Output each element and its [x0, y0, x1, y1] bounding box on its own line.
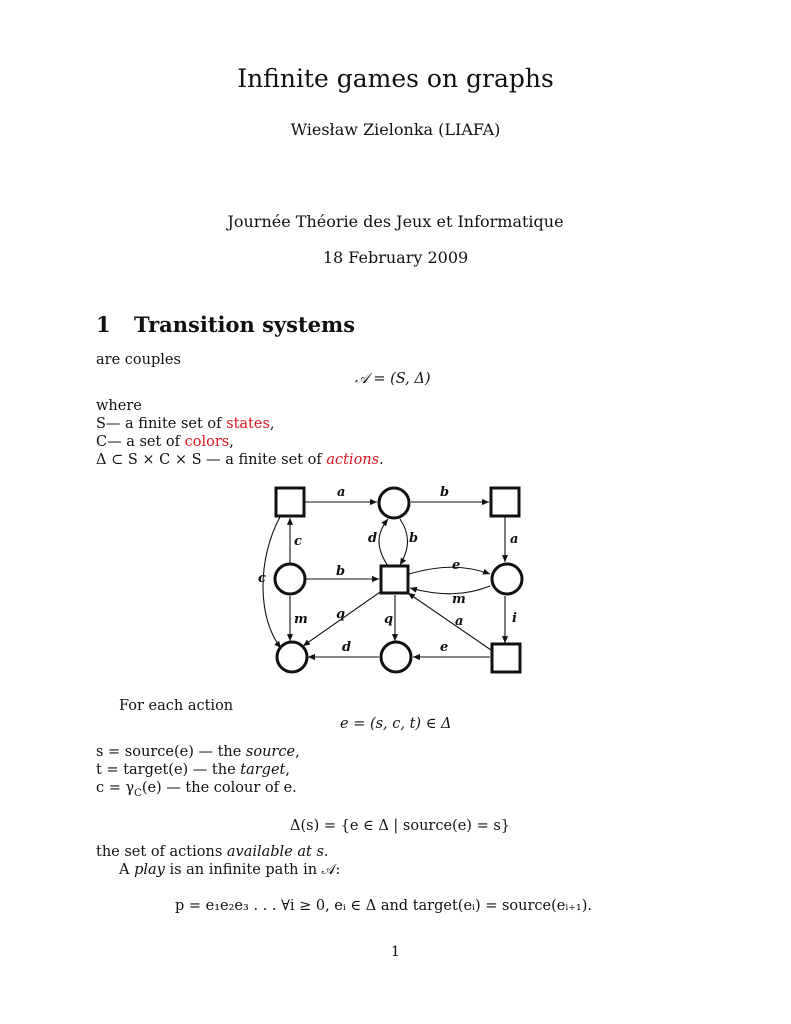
- play-line-text: A: [119, 862, 135, 878]
- node-square-top-right: [491, 488, 519, 516]
- label-d-mid: d: [368, 531, 378, 546]
- colour-line-end: (e) — the colour of e.: [141, 780, 297, 796]
- colour-line-text: c = γ: [96, 780, 135, 796]
- label-q-center: q: [384, 612, 394, 627]
- node-circle-bottom-center: [381, 642, 411, 672]
- section-number: 1: [96, 312, 111, 337]
- node-square-bottom-right: [492, 644, 520, 672]
- colour-subscript: C: [134, 787, 142, 799]
- colors-line: [96, 434, 234, 450]
- actions-term: actions: [326, 452, 380, 468]
- available-term: available at s: [226, 844, 324, 860]
- source-term: source: [245, 744, 296, 760]
- section-title: Transition systems: [134, 312, 356, 337]
- label-c-left: c: [294, 534, 302, 549]
- source-line: [96, 744, 300, 760]
- action-equation: e = (s, c, t) ∈ Δ: [340, 716, 452, 732]
- delta-equation: Δ(s) = {e ∈ Δ | source(e) = s}: [290, 818, 510, 834]
- available-line-text: the set of actions: [96, 844, 227, 860]
- label-b-top: b: [440, 485, 450, 500]
- are-couples-text: are couples: [96, 352, 181, 368]
- section-heading: [96, 312, 355, 337]
- target-line-end: ,: [285, 762, 290, 778]
- label-d-bottom: d: [342, 640, 352, 655]
- node-circle-bottom-left: [277, 642, 307, 672]
- states-line-end: ,: [269, 416, 275, 432]
- label-e-bottom: e: [440, 640, 449, 655]
- edge-b-mid: [400, 519, 408, 565]
- date-line: 18 February 2009: [322, 248, 469, 267]
- target-line-text: t = target(e) — the: [96, 762, 241, 778]
- label-m-lower: m: [452, 592, 466, 607]
- label-e-upper: e: [452, 558, 461, 573]
- colors-line-end: ,: [229, 434, 234, 450]
- colors-line-text: C— a set of: [96, 434, 185, 450]
- node-square-center: [381, 566, 408, 593]
- node-circle-mid-right: [492, 564, 522, 594]
- colors-term: colors: [184, 434, 230, 450]
- label-i-right: i: [512, 611, 517, 626]
- definition-equation: 𝒜 = (S, Δ): [355, 371, 431, 387]
- event-line: Journée Théorie des Jeux et Informatique: [227, 212, 564, 231]
- colour-line: [96, 780, 297, 799]
- source-line-text: s = source(e) — the: [96, 744, 246, 760]
- available-line-end: .: [323, 844, 329, 860]
- page-number: 1: [391, 944, 400, 960]
- play-equation: p = e₁e₂e₃ . . . ∀i ≥ 0, eᵢ ∈ Δ and target(eᵢ) = source(eᵢ₊₁).: [175, 898, 593, 914]
- actions-line-text: Δ ⊂ S × C × S — a finite set of: [96, 452, 327, 468]
- states-line: [96, 416, 275, 432]
- play-term: play: [134, 862, 165, 878]
- edge-m-lower: [410, 586, 490, 594]
- node-square-top-left: [276, 488, 304, 516]
- label-a-right: a: [510, 532, 519, 547]
- author-line: Wiesław Zielonka (LIAFA): [290, 120, 501, 139]
- play-line: [119, 862, 340, 878]
- for-each-text: For each action: [119, 698, 234, 714]
- label-c-outer: c: [258, 571, 266, 586]
- label-m-left: m: [294, 612, 308, 627]
- where-text: where: [96, 398, 142, 414]
- states-line-text: S— a finite set of: [96, 416, 227, 432]
- target-term: target: [240, 762, 286, 778]
- actions-line: [96, 452, 384, 468]
- actions-line-end: .: [379, 452, 384, 468]
- label-b-center: b: [336, 564, 346, 579]
- label-q-left: q: [336, 607, 346, 622]
- edge-d-mid: [379, 519, 388, 566]
- target-line: [96, 762, 290, 778]
- states-term: states: [226, 416, 270, 432]
- label-a-top: a: [337, 485, 346, 500]
- edge-e-upper: [409, 567, 490, 574]
- paper-title: Infinite games on graphs: [237, 64, 554, 93]
- source-line-end: ,: [295, 744, 300, 760]
- edge-a-diag: [408, 593, 491, 650]
- play-line-end: is an infinite path in 𝒜:: [164, 862, 341, 878]
- node-circle-mid-left: [275, 564, 305, 594]
- node-circle-top-center: [379, 488, 409, 518]
- transition-graph: [250, 480, 540, 690]
- label-a-diag: a: [455, 614, 464, 629]
- label-b-mid: b: [409, 531, 419, 546]
- available-line: [96, 844, 329, 860]
